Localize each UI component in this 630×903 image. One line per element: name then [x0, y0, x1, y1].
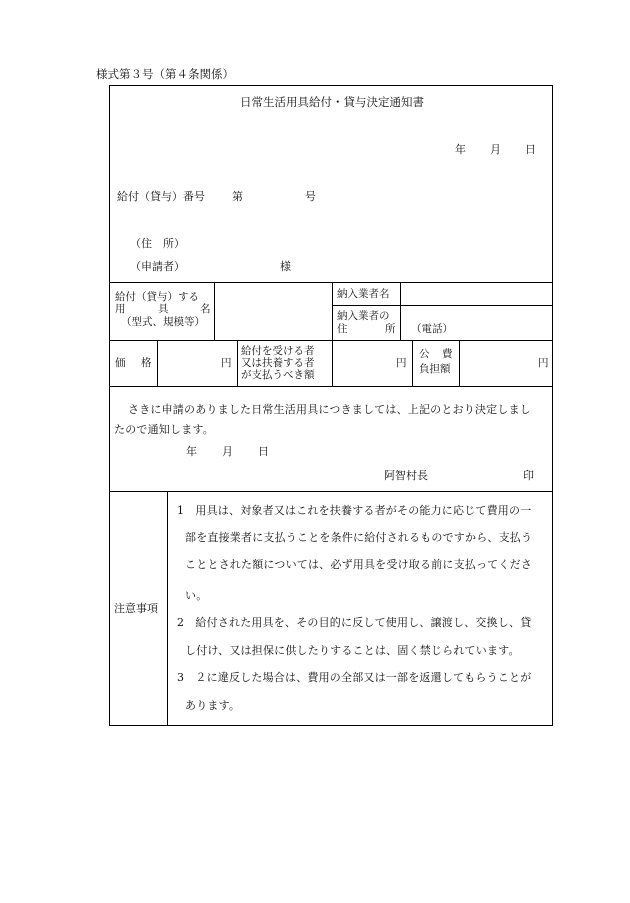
- document-title: 日常生活用具給付・貸与決定通知書: [240, 95, 424, 109]
- sama-label: 様: [280, 260, 291, 273]
- burden-label-line1: 給付を受ける者: [241, 345, 315, 357]
- grant-number-go: 号: [305, 190, 316, 203]
- note-line-1: 1 用具は、対象者又はこれを扶養する者がその能力に応じて費用の一: [177, 504, 532, 517]
- row1-divider-c: [400, 282, 401, 340]
- public-label-line2: 負担額: [419, 363, 451, 375]
- item-label-gu: 具: [158, 303, 169, 315]
- vendor-address-line1: 納入業者の: [337, 310, 390, 322]
- note-line-7: 3 ２に違反した場合は、費用の全部又は一部を返還してもらうことが: [177, 671, 532, 684]
- note-line-2: 部を直接業者に支払うことを条件に給付されるものですから、支払う: [185, 531, 533, 544]
- vendor-address-ju: 住: [337, 323, 348, 335]
- row1-inner-line: [332, 305, 553, 306]
- address-label: （住 所）: [130, 237, 185, 250]
- note-line-5: 2 給付された用具を、その目的に反して使用し、譲渡し、交換し、貸: [177, 616, 532, 629]
- notice-line-2: たので通知します。: [114, 423, 214, 436]
- notes-top-line: [109, 491, 553, 492]
- row2-divider-d: [412, 340, 413, 386]
- note-line-6: し付け、又は担保に供したりすることは、固く禁じられています。: [185, 644, 520, 657]
- public-label-hi: 費: [442, 348, 453, 360]
- vendor-name-label: 納入業者名: [337, 288, 390, 300]
- form-number: 様式第３号（第４条関係）: [96, 67, 234, 81]
- row1-divider-a: [214, 282, 215, 340]
- row2-bottom-line: [109, 386, 553, 387]
- seal-mark: 印: [523, 469, 534, 482]
- notes-label: 注意事項: [114, 602, 158, 615]
- date-year: 年: [455, 143, 466, 156]
- price-label-kaku: 格: [141, 357, 152, 369]
- yen-label-1: 円: [221, 357, 232, 369]
- row1-divider-b: [332, 282, 333, 340]
- item-label-yo: 用: [115, 303, 126, 315]
- note-line-8: あります。: [185, 699, 241, 712]
- grant-number-dai: 第: [232, 190, 243, 203]
- row2-divider-b: [237, 340, 238, 386]
- note-line-4: い。: [185, 589, 208, 602]
- row1-bottom-line: [109, 340, 553, 341]
- yen-label-3: 円: [538, 357, 549, 369]
- item-label-line3: （型式、規模等）: [121, 316, 205, 328]
- note-line-3: こととされた額については、必ず用具を受け取る前に支払ってくださ: [185, 558, 532, 571]
- notice-date-month: 月: [222, 445, 233, 458]
- grant-number-label: 給付（貸与）番号: [117, 190, 205, 203]
- date-month: 月: [490, 143, 501, 156]
- price-label-ka: 価: [115, 357, 126, 369]
- applicant-label: （申請者）: [130, 260, 185, 273]
- notice-line-1: さきに申請のありました日常生活用具につきましては、上記のとおり決定しまし: [128, 403, 531, 416]
- burden-label-line3: が支払うべき額: [241, 369, 315, 381]
- vendor-address-sho: 所: [385, 323, 396, 335]
- notice-date-day: 日: [258, 445, 269, 458]
- row2-divider-e: [459, 340, 460, 386]
- burden-label-line2: 又は扶養する者: [241, 357, 315, 369]
- signer-title: 阿智村長: [384, 469, 428, 482]
- yen-label-2: 円: [396, 357, 407, 369]
- public-label-ko: 公: [419, 348, 430, 360]
- notes-divider: [167, 491, 168, 726]
- vendor-phone-label: （電話）: [411, 323, 453, 335]
- row1-top-line: [109, 282, 553, 283]
- item-label-line1: 給付（貸与）する: [115, 291, 199, 303]
- date-day: 日: [525, 143, 536, 156]
- row2-divider-c: [332, 340, 333, 386]
- row2-divider-a: [157, 340, 158, 386]
- notice-date-year: 年: [186, 445, 197, 458]
- item-label-mei: 名: [200, 303, 211, 315]
